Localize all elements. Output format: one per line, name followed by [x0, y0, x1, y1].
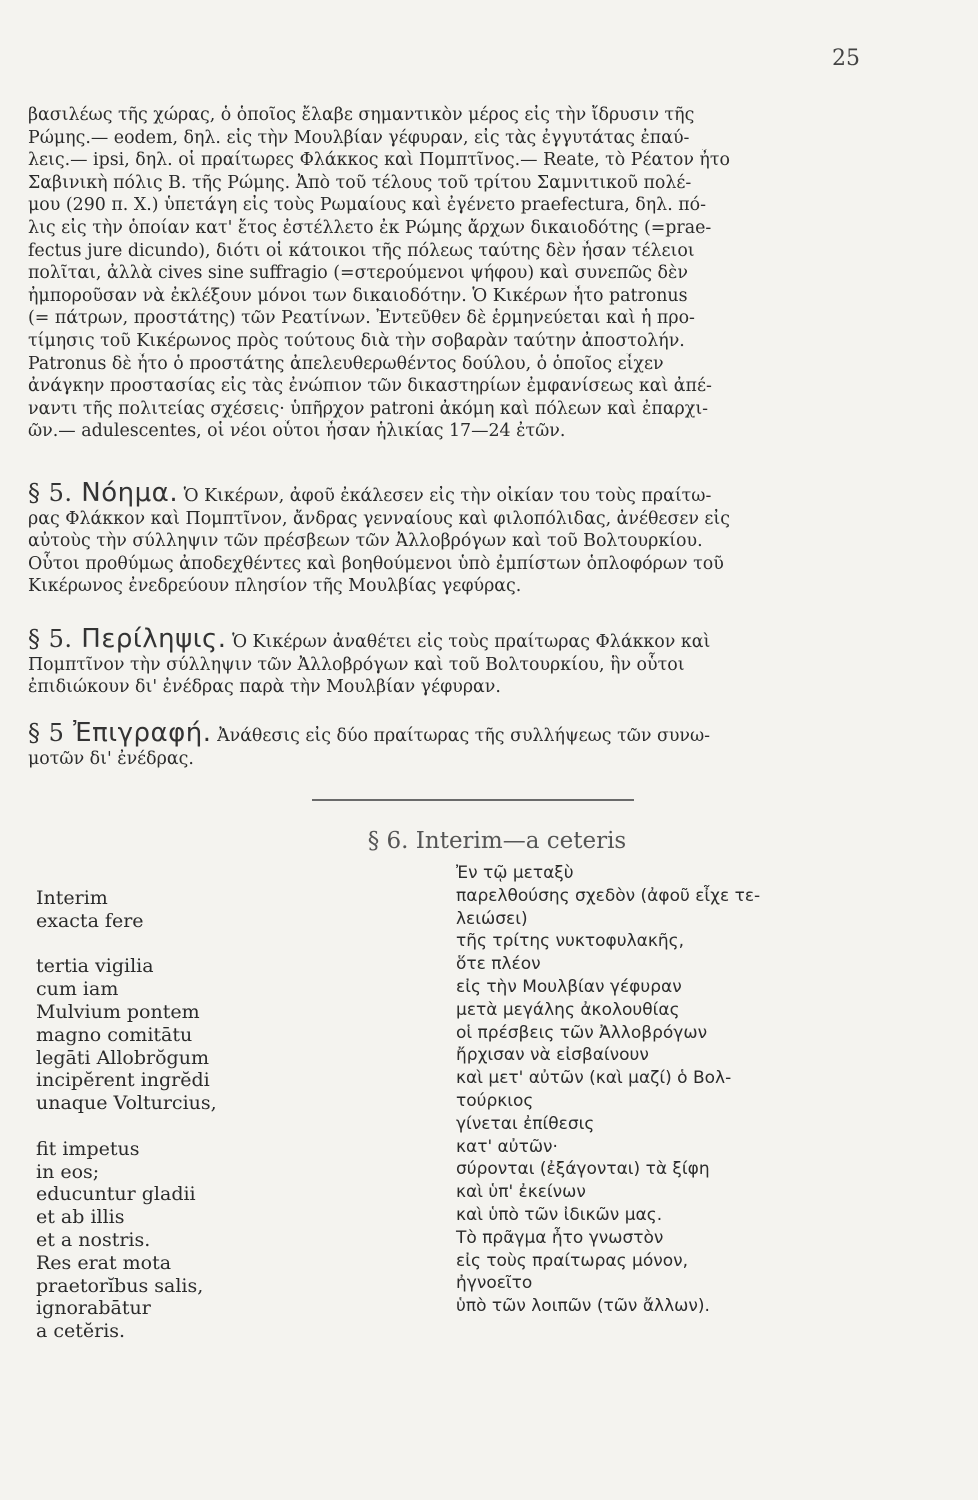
- section-line: Ὁ Κικέρων, ἀφοῦ ἐκάλεσεν εἰς τὴν οἰκίαν του τοὺς πραίτω-: [183, 486, 712, 506]
- section-meaning-label: § 5. Νόημα.: [28, 478, 179, 508]
- notes-line: Patronus δὲ ἦτο ὁ προστάτης ἀπελευθερωθέντος δούλου, ὁ ὁποῖος εἶχεν: [28, 353, 664, 374]
- greek-line: μετὰ μεγάλης ἀκολουθίας: [456, 999, 680, 1020]
- greek-line: οἱ πρέσβεις τῶν Ἀλλοβρόγων: [456, 1022, 708, 1043]
- latin-line: Interim: [36, 887, 108, 909]
- latin-line: legāti Allobrŏgum: [36, 1046, 209, 1069]
- greek-line: κατ' αὐτῶν·: [456, 1136, 558, 1157]
- latin-line: praetorĭbus salis,: [36, 1274, 204, 1297]
- latin-line: incipĕrent ingrĕdi: [36, 1069, 210, 1092]
- notes-line: πολῖται, ἀλλὰ cives sine suffragio (=στερούμενοι ψήφου) καὶ συνεπῶς δὲν: [28, 263, 688, 284]
- section-line: αὐτοὺς τὴν σύλληψιν τῶν πρέσβεων τῶν Ἀλλοβρόγων καὶ τοῦ Βολτουρκίου.: [28, 531, 703, 552]
- notes-line: fectus jure dicundo), διότι οἱ κάτοικοι τῆς πόλεως ταύτης δὲν ἦσαν τέλειοι: [28, 240, 695, 261]
- section-line: ἐπιδιώκουν δι' ἐνέδρας παρὰ τὴν Μουλβίαν γέφυραν.: [28, 677, 501, 698]
- greek-line: παρελθούσης σχεδὸν (ἀφοῦ εἶχε τε-: [456, 885, 761, 906]
- latin-line: cum iam: [36, 978, 119, 1001]
- notes-line: βασιλέως τῆς χώρας, ὁ ὁποῖος ἔλαβε σημαντικὸν μέρος εἰς τὴν ἴδρυσιν τῆς: [28, 105, 695, 125]
- greek-line: ἤρχισαν νὰ εἰσβαίνουν: [456, 1045, 649, 1066]
- greek-line: καὶ μετ' αὐτῶν (καὶ μαζί) ὁ Βολ-: [456, 1068, 732, 1089]
- latin-line: tertia vigilia: [36, 955, 154, 978]
- section-summary: [28, 624, 873, 699]
- notes-line: Ρώμης.— eodem, δηλ. εἰς τὴν Μουλβίαν γέφυραν, εἰς τὰς ἐγγυτάτας ἐπαύ-: [28, 127, 690, 148]
- latin-line: et a nostris.: [36, 1228, 151, 1251]
- latin-line: et ab illis: [36, 1206, 125, 1229]
- notes-line: λεις.— ipsi, δηλ. οἱ πραίτωρες Φλάκκος καὶ Πομπτῖνος.— Reate, τὸ Ρέατον ἦτο: [28, 150, 730, 171]
- notes-line: μου (290 π. Χ.) ὑπετάγη εἰς τοὺς Ρωμαίους καὶ ἐγένετο praefectura, δηλ. πό-: [28, 195, 707, 216]
- section-line: μοτῶν δι' ἐνέδρας.: [28, 748, 194, 769]
- notes-line: ῶν.— adulescentes, οἱ νέοι οὗτοι ἦσαν ἡλικίας 17—24 ἐτῶν.: [28, 421, 566, 442]
- section-title-label: § 5 Ἐπιγραφή.: [28, 718, 212, 748]
- section-line: Ὁ Κικέρων ἀναθέτει εἰς τοὺς πραίτωρας Φλάκκον καὶ: [232, 632, 711, 652]
- greek-line: καὶ ὑπ' ἐκείνων: [456, 1182, 586, 1203]
- notes-line: ἀνάγκην προστασίας εἰς τὰς ἐνώπιον τῶν δικαστηρίων ἐμφανίσεως καὶ ἀπέ-: [28, 376, 712, 397]
- section-title: [28, 718, 873, 770]
- section-line: ρας Φλάκκον καὶ Πομπτῖνον, ἄνδρας γενναίους καὶ φιλοπόλιδας, ἀνέθεσεν εἰς: [28, 508, 730, 529]
- latin-line: magno comitātu: [36, 1023, 193, 1046]
- greek-line: ἠγνοεῖτο: [456, 1273, 533, 1294]
- greek-line: Ἐν τῷ μεταξὺ: [456, 863, 574, 883]
- greek-line: γίνεται ἐπίθεσις: [456, 1113, 595, 1134]
- notes-line: λις εἰς τὴν ὁποίαν κατ' ἔτος ἐστέλλετο ἐκ Ρώμης ἄρχων δικαιοδότης (=prae-: [28, 217, 712, 238]
- section-line: Κικέρωνος ἐνεδρεύουν πλησίον τῆς Μουλβίας γεφύρας.: [28, 576, 522, 597]
- latin-line: fit impetus: [36, 1137, 140, 1160]
- latin-line: educuntur gladii: [36, 1183, 196, 1206]
- greek-line: σύρονται (ἐξάγονται) τὰ ξίφη: [456, 1159, 710, 1180]
- notes-line: (= πάτρων, προστάτης) τῶν Ρεατίνων. Ἐντεῦθεν δὲ ἑρμηνεύεται καὶ ἡ προ-: [28, 308, 695, 329]
- latin-text-column: [36, 887, 316, 1343]
- latin-line: in eos;: [36, 1160, 100, 1183]
- greek-line: τούρκιος: [456, 1090, 534, 1111]
- latin-line: unaque Volturcius,: [36, 1092, 217, 1115]
- greek-line: λειώσει): [456, 908, 528, 929]
- greek-line: Τὸ πρᾶγμα ἦτο γνωστὸν: [456, 1227, 664, 1248]
- greek-line: ὅτε πλέον: [456, 954, 541, 975]
- notes-line: ἠμποροῦσαν νὰ ἐκλέξουν μόνοι των δικαιοδότην. Ὁ Κικέρων ἦτο patronus: [28, 285, 688, 306]
- notes-paragraph: [28, 104, 873, 443]
- greek-translation-column: [456, 862, 896, 1318]
- notes-line: Σαβινικὴ πόλις Β. τῆς Ρώμης. Ἀπὸ τοῦ τέλους τοῦ τρίτου Σαμνιτικοῦ πολέ-: [28, 172, 692, 193]
- section-meaning: [28, 478, 873, 598]
- greek-line: εἰς τὴν Μουλβίαν γέφυραν: [456, 976, 682, 997]
- section-line: Ἀνάθεσις εἰς δύο πραίτωρας τῆς συλλήψεως τῶν συνω-: [217, 726, 711, 746]
- latin-line: ignorabātur: [36, 1297, 151, 1320]
- latin-line: exacta fere: [36, 909, 144, 932]
- latin-line: a cetĕris.: [36, 1320, 126, 1343]
- latin-line: Mulvium pontem: [36, 1000, 200, 1023]
- greek-line: τῆς τρίτης νυκτοφυλακῆς,: [456, 931, 685, 952]
- page-number: 25: [832, 46, 860, 71]
- divider: [312, 799, 634, 801]
- latin-line: [36, 1115, 316, 1138]
- notes-line: ναντι τῆς πολιτείας σχέσεις· ὑπῆρχον patroni ἀκόμη καὶ πόλεων καὶ ἐπαρχι-: [28, 398, 709, 419]
- section-heading: § 6. Interim—a ceteris: [367, 828, 627, 854]
- section-line: Οὗτοι προθύμως ἀποδεχθέντες καὶ βοηθούμενοι ὑπὸ ἐμπίστων ὁπλοφόρων τοῦ: [28, 553, 724, 574]
- latin-line: Res erat mota: [36, 1251, 172, 1274]
- greek-line: ὑπὸ τῶν λοιπῶν (τῶν ἄλλων).: [456, 1296, 710, 1317]
- section-summary-label: § 5. Περίληψις.: [28, 624, 227, 654]
- greek-line: καὶ ὑπὸ τῶν ἰδικῶν μας.: [456, 1204, 663, 1225]
- notes-line: τίμησις τοῦ Κικέρωνος πρὸς τούτους διὰ τὴν σοβαρὰν ταύτην ἀποστολήν.: [28, 330, 685, 351]
- section-line: Πομπτῖνον τὴν σύλληψιν τῶν Ἀλλοβρόγων καὶ τοῦ Βολτουρκίου, ἣν οὗτοι: [28, 654, 685, 675]
- greek-line: εἰς τοὺς πραίτωρας μόνον,: [456, 1250, 689, 1271]
- latin-line: [36, 933, 316, 956]
